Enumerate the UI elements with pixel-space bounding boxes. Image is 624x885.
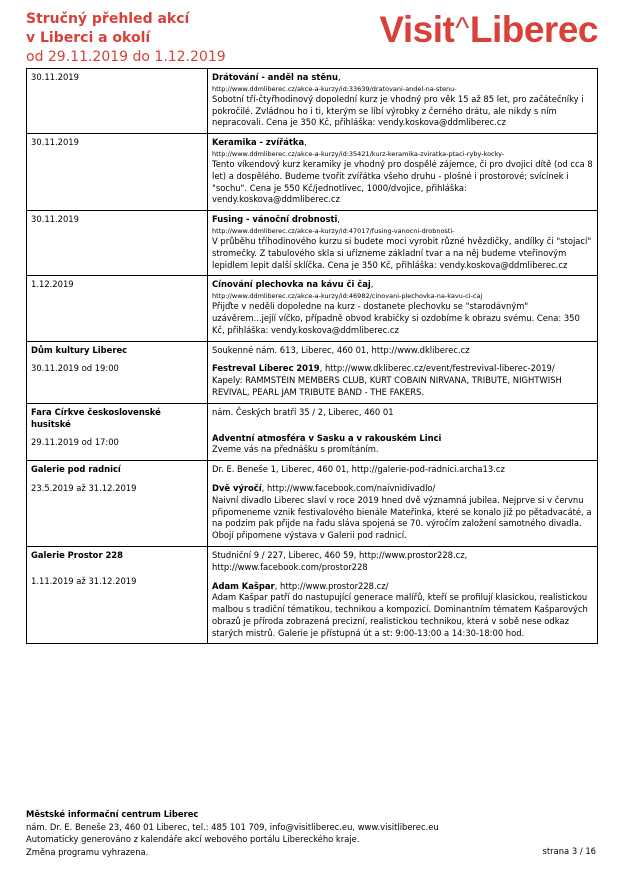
venue-cell — [27, 341, 208, 403]
page-title-line1: Stručný přehled akcí — [26, 11, 190, 27]
venue-name: Fara Církve československé husitské — [31, 406, 161, 429]
event-description: Adam Kašpar patří do nastupující generace malířů, kteří se profilují klasickou, realistickou malbou s tradiční tématikou, technikou a kompozicí. Dominantním tématem Kašparových obrazů je příroda zobrazená precizní, realistickou technikou, která v sobě nese odkaz starých mistrů. Galerie je přístupná út a st: 9:00-13:00 a 14:30-18:00 hod. — [212, 592, 588, 638]
event-date: 1.12.2019 — [27, 276, 208, 341]
event-description: Kapely: RAMMSTEIN MEMBERS CLUB, KURT COBAIN NIRVANA, TRIBUTE, NIGHTWISH REVIVAL, PEARL JAM TRIBUTE BAND - THE FAKERS. — [212, 375, 562, 397]
event-title[interactable]: Keramika - zvířátka — [212, 137, 305, 148]
event-title[interactable]: Festreval Liberec 2019 — [212, 363, 320, 374]
footer-org: Městské informační centrum Liberec — [26, 809, 199, 819]
date-range: od 29.11.2019 do 1.12.2019 — [26, 49, 226, 65]
venue-cell — [27, 403, 208, 460]
event-date: 30.11.2019 — [27, 134, 208, 211]
event-description: V průběhu tříhodinového kurzu si budete moci vyrobit různé hvězdičky, andílky či "stojací" stromečky. Z tabulového skla si uřízneme základní tvar a na něj budeme vteřinovým lepidlem lepit další sklíčka. Cena je 350 Kč, přihláška: vendy.koskova@ddmliberec.cz — [212, 235, 592, 270]
event-date: 29.11.2019 od 17:00 — [31, 437, 119, 448]
event-row — [27, 211, 598, 276]
logo-word-visit: Visit — [379, 9, 455, 50]
logo-word-liberec: Liberec — [469, 9, 598, 50]
event-description: Tento víkendový kurz keramiky je vhodný pro dospělé zájemce, či pro dvojici dítě (od cca 8 let) a dospělého. Budeme tvořit zvířátka všeho druhu - plošné i prostorové; svícínek i "sochu". Cena je 550 Kč/jednotlivec, 1000/dvojice, přihláška: vendy.koskova@ddmliberec.cz — [212, 158, 593, 205]
event-title[interactable]: Adam Kašpar — [212, 580, 275, 591]
visit-liberec-logo — [379, 10, 598, 53]
page-title-line2: v Liberci a okolí — [26, 30, 151, 46]
event-title-suffix[interactable]: , http://www.prostor228.cz/ — [274, 580, 389, 591]
venue-address: Studniční 9 / 227, Liberec, 460 59, http://www.prostor228.cz, http://www.facebook.com/prostor228 — [212, 549, 468, 572]
event-description: Naivní divadlo Liberec slaví v roce 2019 hned dvě významná jubilea. Nejprve si v červnu připomeneme vznik festivalového bienále Mateřinka, které se konalo již po pětadvacáté, a na podzim pak přijde na řadu sláva spojená se 70. výročím založení samotného divadla. Obojí připomene výstava v Galerii pod radnicí. — [212, 494, 592, 541]
event-detail — [208, 461, 598, 547]
event-row — [27, 276, 598, 341]
venue-address: nám. Českých bratří 35 / 2, Liberec, 460 01 — [212, 406, 394, 417]
page-number: strana 3 / 16 — [542, 846, 596, 856]
event-date: 30.11.2019 — [27, 211, 208, 276]
event-description: Sobotní tří-čtyřhodinový dopolední kurz je vhodný pro věk 15 až 85 let, pro začátečníky i pokročilé. Zvládnou ho i ti, kterým se líbí výrobky z černého drátu, ale nikdy s ním nepracovali. Cena je 350 Kč, přihláška: vendy.koskova@ddmliberec.cz — [212, 93, 584, 128]
event-url[interactable]: http://www.ddmliberec.cz/akce-a-kurzy/id:47017/fusing-vanocni-drobnosti- — [212, 226, 455, 235]
venue-row — [27, 546, 598, 644]
venue-cell — [27, 546, 208, 644]
event-detail — [208, 341, 598, 403]
event-date: 30.11.2019 — [27, 69, 208, 134]
page-footer — [26, 808, 598, 858]
title-block — [26, 10, 226, 67]
event-date: 23.5.2019 až 31.12.2019 — [31, 482, 137, 493]
event-date: 30.11.2019 od 19:00 — [31, 363, 119, 374]
venue-name: Dům kultury Liberec — [31, 344, 128, 355]
event-title[interactable]: Fusing - vánoční drobnosti — [212, 214, 338, 225]
event-url[interactable]: http://www.ddmliberec.cz/akce-a-kurzy/id:33639/dratovani-andel-na-stenu- — [212, 84, 457, 93]
page-header — [26, 10, 598, 68]
venue-row — [27, 461, 598, 547]
event-row — [27, 69, 598, 134]
event-detail: Drátování - anděl na stěnu, http://www.ddmliberec.cz/akce-a-kurzy/id:33639/dratovani-andel-na-stenu- Sobotní tří-čtyřhodinový dopolední kurz je vhodný pro věk 15 až 85 let, pro začátečníky i pokročilé. Zvládnou ho i ti, kterým se líbí výrobky z černého drátu, ale nikdy s ním nepracovali. Cena je 350 Kč, přihláška: vendy.koskova@ddmliberec.cz — [208, 69, 598, 134]
footer-note: Změna programu vyhrazena. — [26, 846, 149, 857]
venue-row — [27, 341, 598, 403]
venue-name: Galerie Prostor 228 — [31, 549, 123, 560]
event-title-suffix[interactable]: , http://www.facebook.com/naivnidivadlo/ — [261, 482, 436, 493]
event-detail — [208, 546, 598, 644]
event-detail — [208, 403, 598, 460]
event-detail: Keramika - zvířátka, http://www.ddmliberec.cz/akce-a-kurzy/id:35421/kurz-keramika-zviratka-ptaci-ryby-kocky- Tento víkendový kurz keramiky je vhodný pro dospělé zájemce, či pro dvojici dítě (od cca 8 let) a dospělého. Budeme tvořit zvířátka všeho druhu - plošné i prostorové; svícínek i "sochu". Cena je 550 Kč/jednotlivec, 1000/dvojice, přihláška: vendy.koskova@ddmliberec.cz — [208, 134, 598, 211]
event-detail: Cínování plechovka na kávu či čaj, http://www.ddmliberec.cz/akce-a-kurzy/id:46982/cinovani-plechovka-na-kavu-ci-caj Přijďte v neděli dopoledne na kurz - dostanete plechovku se "starodávným" uzávěrem...jejíí víčko, případně obvod krabičky si ozdobíme k obrazu svému. Cena: 350 Kč, přihláška: vendy.koskova@ddmliberec.cz — [208, 276, 598, 341]
event-date: 1.11.2019 až 31.12.2019 — [31, 575, 137, 586]
event-url[interactable]: http://www.ddmliberec.cz/akce-a-kurzy/id:46982/cinovani-plechovka-na-kavu-ci-caj — [212, 292, 483, 301]
venue-address: Dr. E. Beneše 1, Liberec, 460 01, http://galerie-pod-radnici.archa13.cz — [212, 464, 505, 475]
footer-note: Automaticky generováno z kalendáře akcí webového portálu Libereckého kraje. — [26, 834, 360, 845]
logo-caret: ^ — [455, 12, 469, 45]
events-table — [26, 68, 598, 644]
venue-row — [27, 403, 598, 460]
event-url[interactable]: http://www.ddmliberec.cz/akce-a-kurzy/id:35421/kurz-keramika-zviratka-ptaci-ryby-kocky- — [212, 149, 505, 158]
venue-address: Soukenné nám. 613, Liberec, 460 01, http://www.dkliberec.cz — [212, 344, 470, 355]
venue-cell — [27, 461, 208, 547]
event-title-suffix[interactable]: , http://www.dkliberec.cz/event/festrevival-liberec-2019/ — [319, 363, 555, 374]
venue-name: Galerie pod radnicí — [31, 464, 121, 475]
event-title[interactable]: Adventní atmosféra v Sasku a v rakouském Linci — [212, 432, 442, 443]
footer-address: nám. Dr. E. Beneše 23, 460 01 Liberec, tel.: 485 101 709, info@visitliberec.eu, www.visitliberec.eu — [26, 821, 439, 832]
event-title[interactable]: Dvě výročí — [212, 482, 262, 493]
event-title[interactable]: Cínování plechovka na kávu či čaj — [212, 279, 371, 290]
event-detail: Fusing - vánoční drobnosti, http://www.ddmliberec.cz/akce-a-kurzy/id:47017/fusing-vanocni-drobnosti- V průběhu tříhodinového kurzu si budete moci vyrobit různé hvězdičky, andílky či "stojací" stromečky. Z tabulového skla si uřízneme základní tvar a na něj budeme vteřinovým lepidlem lepit další sklíčka. Cena je 350 Kč, přihláška: vendy.koskova@ddmliberec.cz — [208, 211, 598, 276]
event-row — [27, 134, 598, 211]
event-title[interactable]: Drátování - anděl na stěnu — [212, 72, 338, 82]
event-description: Zveme vás na přednášku s promítáním. — [212, 444, 379, 455]
event-description: Přijďte v neděli dopoledne na kurz - dostanete plechovku se "starodávným" uzávěrem...jejíí víčko, případně obvod krabičky si ozdobíme k obrazu svému. Cena: 350 Kč, přihláška: vendy.koskova@ddmliberec.cz — [212, 301, 580, 335]
